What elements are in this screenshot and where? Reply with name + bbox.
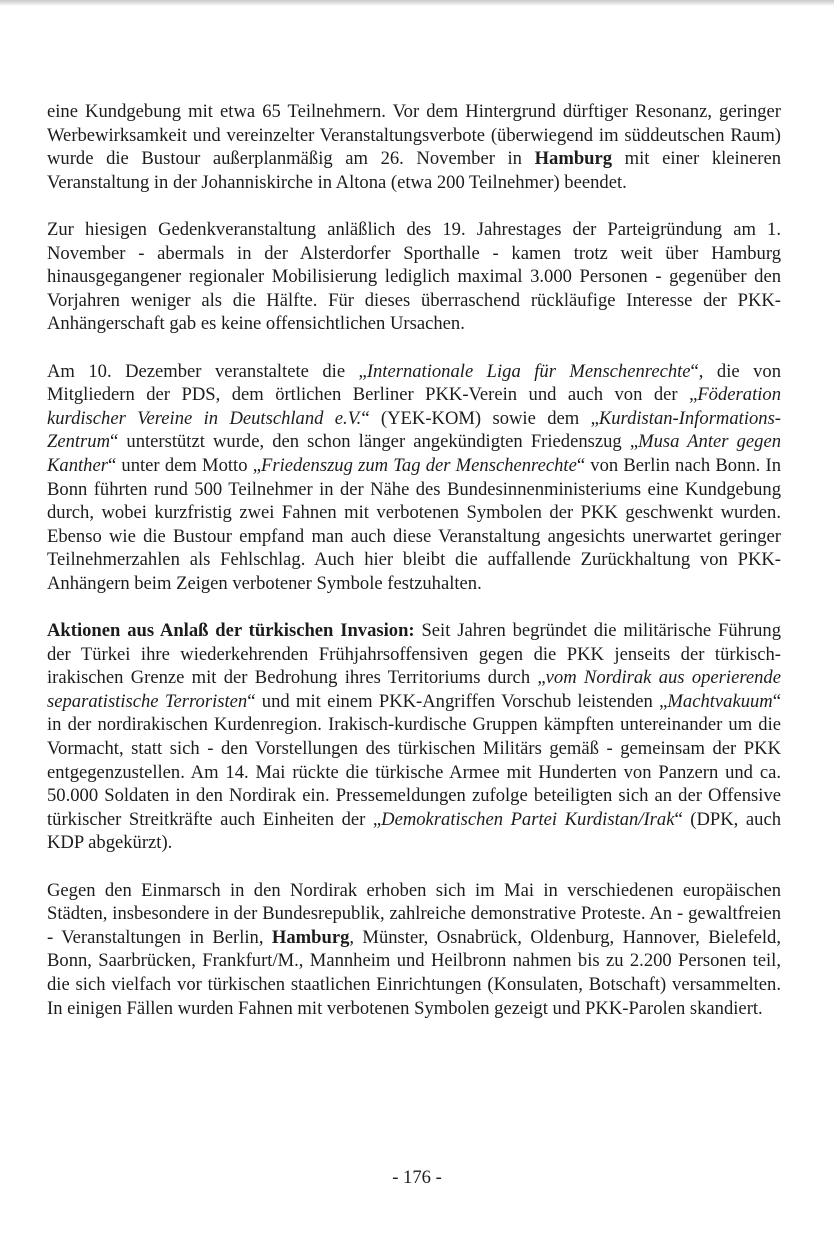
body-text: Seit Jahren begründet die militärische Führung der Türkei ihre wiederkehrenden Frühjahrsoffensiven gegen die PKK jenseits der türkisch-irakischen Grenze mit der Bedrohung ihres Territoriums durch „ (47, 620, 781, 689)
body-text: “ und mit einem PKK-Angriffen Vorschub leistenden „ (247, 690, 668, 712)
italic-text: Friedenszug zum Tag der Menschenrechte (260, 454, 577, 476)
page-body (47, 100, 781, 1044)
italic-text: Machtvakuum (667, 690, 773, 712)
body-text: Gegen den Einmarsch in den Nordirak erhoben sich im Mai in verschiedenen europäischen Städten, insbesondere in der Bundesrepublik, zahlreiche demonstrative Proteste. An - gewaltfreien - Veranstaltungen in Berlin, (47, 879, 781, 948)
italic-text: Föderation kurdischer Vereine in Deutschland e.V. (47, 384, 781, 429)
italic-text: Musa Anter gegen Kanther (47, 431, 781, 476)
body-text: Zur hiesigen Gedenkveranstaltung anläßlich des 19. Jahrestages der Parteigründung am 1. November - abermals in der Alsterdorfer Sporthalle - kamen trotz weit über Hamburg hinausgegangener regionaler Mobilisierung lediglich maximal 3.000 Personen - gegenüber den Vorjahren weniger als die Hälfte. Für dieses überraschend rückläufige Interesse der PKK-Anhängerschaft gab es keine offensichtlichen Ursachen. (47, 218, 781, 335)
paragraph-p2 (47, 218, 781, 336)
paragraph-p4 (47, 619, 781, 855)
body-text: “ unter dem Motto „ (107, 454, 261, 476)
scan-edge (0, 0, 834, 6)
body-text: eine Kundgebung mit etwa 65 Teilnehmern. Vor dem Hintergrund dürftiger Resonanz, geringer Werbewirksamkeit und vereinzelter Veranstaltungsverbote (überwiegend im süddeutschen Raum) wurde die Bustour außerplanmäßig am 26. November in (47, 101, 781, 170)
bold-text: Hamburg (271, 926, 350, 948)
body-text: , Münster, Osnabrück, Oldenburg, Hannover, Bielefeld, Bonn, Saarbrücken, Frankfurt/M., Mannheim und Heilbronn nahmen bis zu 2.200 Personen teil, die sich vielfach vor türkischen staatlichen Einrichtungen (Konsulaten, Botschaft) versammelten. In einigen Fällen wurden Fahnen mit verbotenen Symbolen gezeigt und PKK-Parolen skandiert. (47, 926, 782, 1019)
body-text: “ von Berlin nach Bonn. In Bonn führten rund 500 Teilnehmer in der Nähe des Bundesinnenministeriums eine Kundgebung durch, wobei kurzfristig zwei Fahnen mit verbotenen Symbolen der PKK geschwenkt wurden. Ebenso wie die Bustour empfand man auch diese Veranstaltung angesichts unerwartet geringer Teilnehmerzahlen als Fehlschlag. Auch hier bleibt die auffallende Zurückhaltung von PKK-Anhängern beim Zeigen verbotener Symbole festzuhalten. (47, 454, 782, 594)
paragraph-p1 (47, 100, 781, 194)
page-number: - 176 - (392, 1167, 442, 1188)
italic-text: vom Nordirak aus operierende separatistische Terroristen (47, 667, 781, 712)
bold-text: Aktionen aus Anlaß der türkischen Invasion: (47, 620, 415, 642)
italic-text: Demokratischen Partei Kurdistan/Irak (381, 808, 675, 830)
body-text: “, die von Mitgliedern der PDS, dem örtlichen Berliner PKK-Verein und auch von der „ (47, 360, 781, 406)
body-text: “ unterstützt wurde, den schon länger angekündigten Friedenszug „ (110, 431, 639, 453)
italic-text: Kurdistan-Informations-Zentrum (47, 407, 782, 453)
italic-text: Internationale Liga für Menschenrechte (366, 360, 691, 382)
body-text: mit einer kleineren Veranstaltung in der Johanniskirche in Altona (etwa 200 Teilnehmer) beendet. (47, 148, 781, 193)
bold-text: Hamburg (534, 148, 613, 170)
body-text: “ (DPK, auch KDP abgekürzt). (47, 808, 781, 854)
paragraph-p5 (47, 879, 781, 1021)
body-text: “ (YEK-KOM) sowie dem „ (361, 407, 599, 429)
body-text: Am 10. Dezember veranstaltete die „ (47, 360, 367, 382)
paragraph-p3 (47, 360, 781, 596)
body-text: “ in der nordirakischen Kurdenregion. Irakisch-kurdische Gruppen kämpften untereinander um die Vormacht, statt sich - den Vorstellungen des türkischen Militärs gemäß - gemeinsam der PKK entgegenzustellen. Am 14. Mai rückte die türkische Armee mit Hunderten von Panzern und ca. 50.000 Soldaten in den Nordirak ein. Pressemeldungen zufolge beteiligten sich an der Offensive türkischer Streitkräfte auch Einheiten der „ (47, 690, 781, 830)
